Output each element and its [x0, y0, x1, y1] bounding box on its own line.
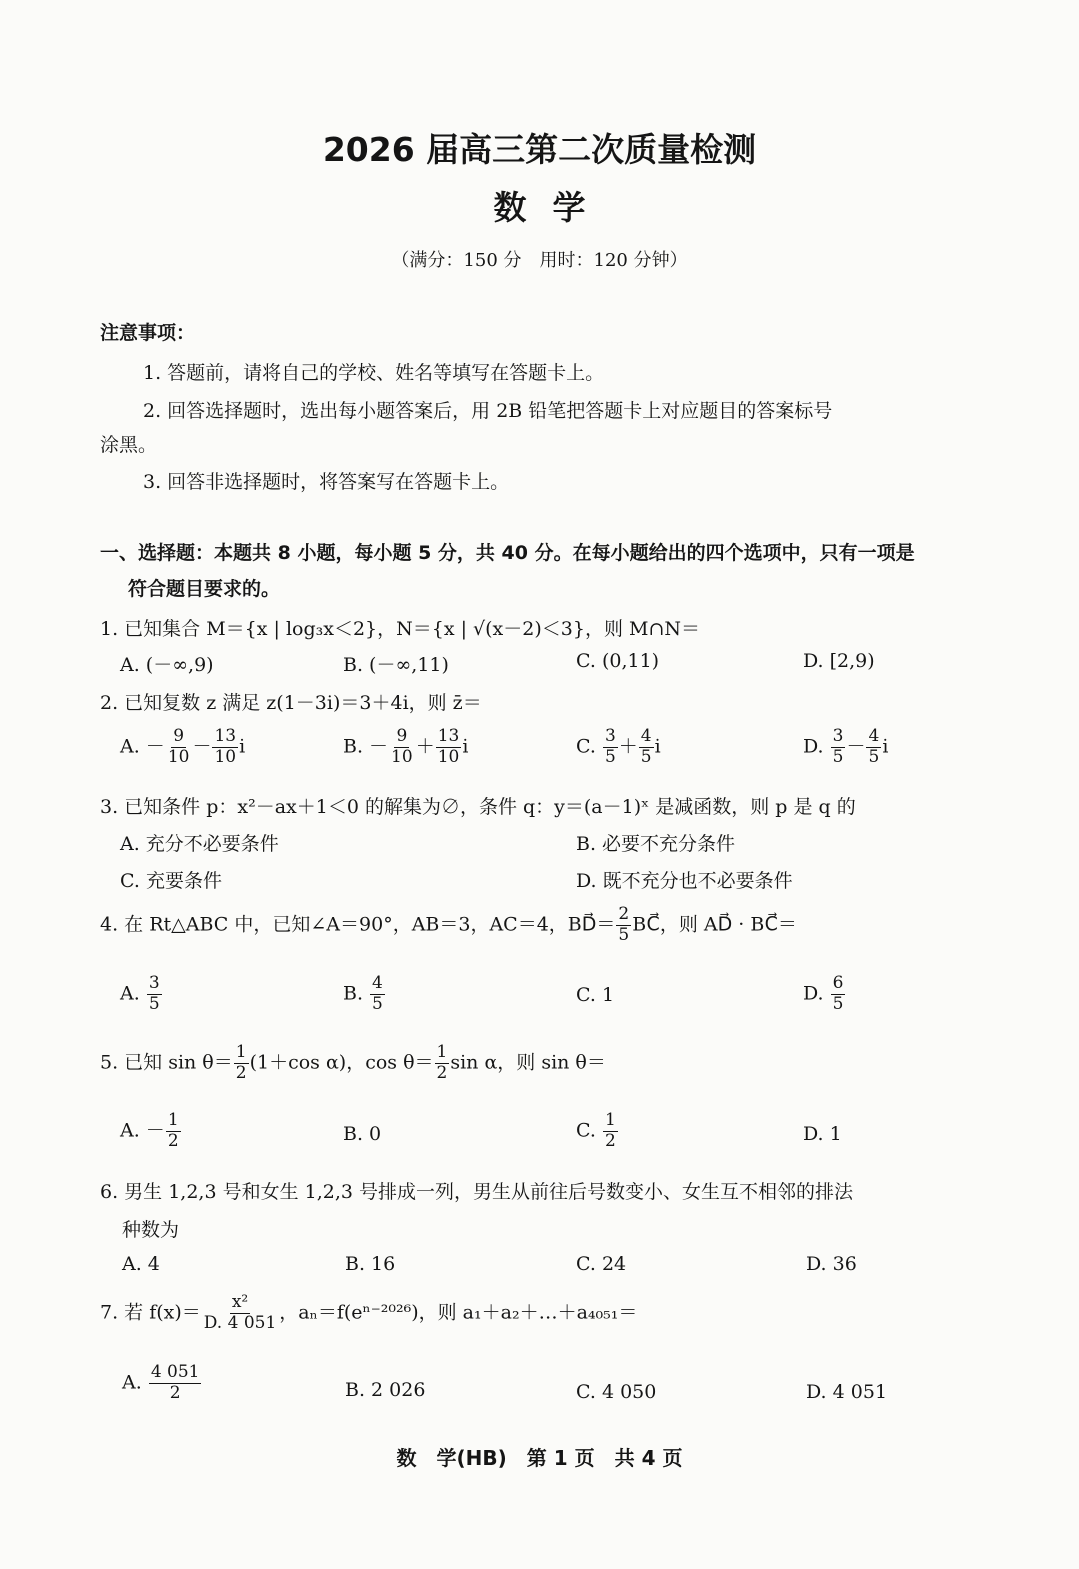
- q1-option-b: B. (－∞,11): [343, 654, 449, 676]
- question-3-stem: 3. 已知条件 p：x²－ax＋1＜0 的解集为∅，条件 q：y＝(a－1)ˣ 是减函数，则 p 是 q 的: [100, 796, 856, 818]
- q5-option-c: C. $\frac{1}{2}$: [576, 1110, 616, 1151]
- question-6-stem: 6. 男生 1,2,3 号和女生 1,2,3 号排成一列，男生从前往后号数变小、女生互不相邻的排法: [100, 1181, 854, 1203]
- q2-option-c: C. $\frac{3}{5}$ ＋ $\frac{4}{5}$ i: [576, 726, 661, 767]
- page-footer: 数 学(HB) 第 1 页 共 4 页: [396, 1446, 683, 1470]
- section-1-heading: 一、选择题：本题共 8 小题，每小题 5 分，共 40 分。在每小题给出的四个选项中，只有一项是: [100, 542, 915, 564]
- q7-option-a: A. $\frac{4 051}{2}$: [122, 1362, 200, 1403]
- exam-meta: （满分：150 分 用时：120 分钟）: [391, 250, 688, 271]
- notice-item-2: 2. 回答选择题时，选出每小题答案后，用 2B 铅笔把答题卡上对应题目的答案标号: [143, 400, 833, 422]
- q3-option-b: B. 必要不充分条件: [576, 833, 736, 855]
- q4-option-d: D. $\frac{6}{5}$: [803, 973, 844, 1014]
- notice-item-3: 3. 回答非选择题时，将答案写在答题卡上。: [143, 471, 510, 493]
- subject-title: 数学: [493, 188, 612, 227]
- notice-item-1: 1. 答题前，请将自己的学校、姓名等填写在答题卡上。: [143, 362, 605, 384]
- q7-option-d: D. 4 051: [806, 1381, 888, 1403]
- q5-option-b: B. 0: [343, 1123, 382, 1145]
- q6-option-a: A. 4: [122, 1253, 160, 1275]
- q7-option-c: C. 4 050: [576, 1381, 657, 1403]
- q4-option-b: B. $\frac{4}{5}$: [343, 973, 383, 1014]
- q6-option-b: B. 16: [345, 1253, 396, 1275]
- notice-heading: 注意事项：: [100, 322, 196, 344]
- question-7-stem: 7. 若 f(x)＝ $\frac{\text{x²}}{D. 4 051}$ ，aₙ＝f(eⁿ⁻²⁰²⁶)，则 a₁＋a₂＋…＋a₄₀₅₁＝: [100, 1292, 638, 1333]
- question-5-stem: 5. 已知 sin θ＝ $\frac{1}{2}$ (1＋cos α)，cos θ＝ $\frac{1}{2}$ sin α，则 sin θ＝: [100, 1042, 606, 1083]
- q2-option-d: D. $\frac{3}{5}$ － $\frac{4}{5}$ i: [803, 726, 889, 767]
- exam-title: 2026 届高三第二次质量检测: [322, 130, 757, 169]
- question-2-stem: 2. 已知复数 z 满足 z(1－3i)＝3＋4i，则 z̄＝: [100, 692, 482, 714]
- q6-option-c: C. 24: [576, 1253, 627, 1275]
- q5-option-a: A. － $\frac{1}{2}$: [120, 1110, 179, 1151]
- section-1-heading-cont: 符合题目要求的。: [128, 578, 281, 600]
- q1-option-d: D. [2,9): [803, 650, 875, 672]
- q3-option-d: D. 既不充分也不必要条件: [576, 870, 793, 892]
- q7-option-b: B. 2 026: [345, 1379, 426, 1401]
- notice-item-2-cont: 涂黑。: [100, 434, 158, 456]
- q3-option-a: A. 充分不必要条件: [120, 833, 279, 855]
- q3-option-c: C. 充要条件: [120, 870, 222, 892]
- q2-option-a: A. － $\frac{9}{10}$ － $\frac{13}{10}$ i: [120, 726, 246, 767]
- question-1-stem: 1. 已知集合 M＝{x | log₃x＜2}，N＝{x | √(x－2)＜3}，则 M∩N＝: [100, 618, 700, 640]
- q2-option-b: B. － $\frac{9}{10}$ ＋ $\frac{13}{10}$ i: [343, 726, 469, 767]
- q5-option-d: D. 1: [803, 1123, 842, 1145]
- question-6-stem-cont: 种数为: [122, 1219, 180, 1241]
- q6-option-d: D. 36: [806, 1253, 857, 1275]
- q1-option-a: A. (－∞,9): [120, 654, 214, 676]
- q4-option-c: C. 1: [576, 984, 615, 1006]
- q1-option-c: C. (0,11): [576, 650, 660, 672]
- q4-option-a: A. $\frac{3}{5}$: [120, 973, 160, 1014]
- question-4-stem: 4. 在 Rt△ABC 中，已知∠A＝90°，AB＝3，AC＝4，BD⃗＝ $\frac{2}{5}$ BC⃗，则 AD⃗ · BC⃗＝: [100, 904, 797, 945]
